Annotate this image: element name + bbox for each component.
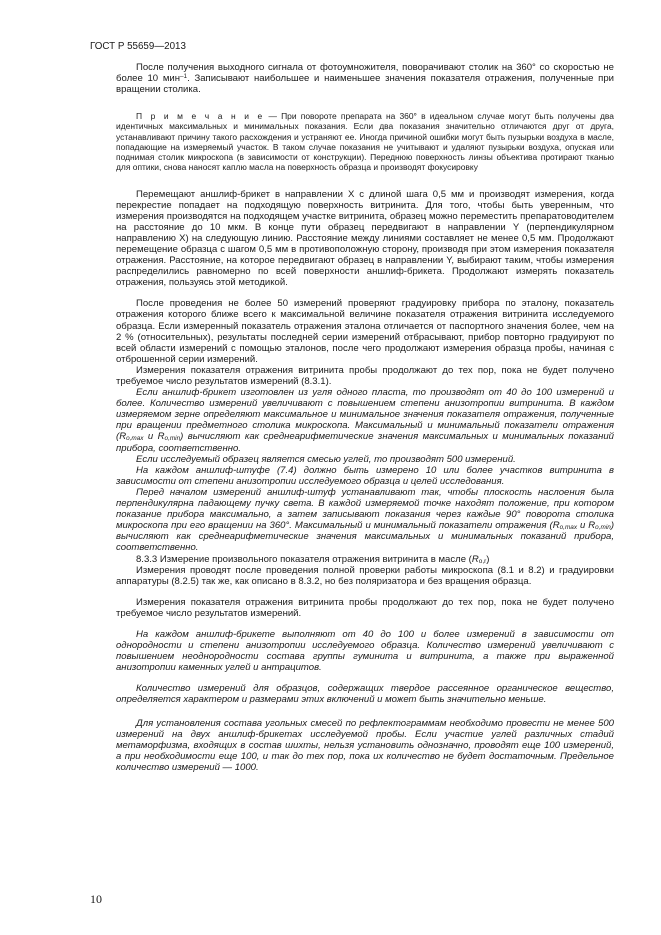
- paragraph-random-reflectance-procedure: Измерения проводят после проведения полной проверки работы микроскопа (8.1 и 8.2) и градуировки аппаратуры (8.2.5) так же, как описано в 8.3.2, но без поляризатора и без вращения образца.: [116, 564, 614, 587]
- section-heading-8-3-3: 8.3.3 Измерение произвольного показателя отражения витринита в масле $(R_{o,r})$: [136, 553, 490, 565]
- paragraph-calibration-check: После проведения не более 50 измерений проверяют градуировку прибора по эталону, показатель отражения которого ближе всего к максимальной величине показателя отражения витринита исследуемого образца. Если измеренный показатель отражения эталона отличается от паспортного значения более, чем на 2 % (относительных), результаты последней серии измерений отбрасывают, прибор повторно градуируют по всей области измерений с помощью эталонов, после чего продолжают измерения образца пробы, начиная с отброшенной серии измерений.: [116, 298, 614, 365]
- paragraph-rotation-measurement: После получения выходного сигнала от фотоумножителя, поворачивают столик на 360° со скоростью не более 10 мин$^{-1}$. Записывают наибольшее и наименьшее значения показателя отражения, полученные при вращении столика.: [116, 62, 614, 96]
- paragraph-coal-blend: Если исследуемый образец является смесью углей, то производят 500 измерений.: [136, 453, 516, 465]
- note-text: — При повороте препарата на 360° в идеальном случае могут быть получены два идентичных максимальных и минимальных показания. Если два показания значительно отличаются друг от друга, устанавливают причину такого расхождения и устраняют ее. Иногда причиной ошибки могут быть пузырьки воздуха в масле, попадающие на измеряемый участок. В таком случае показания не учитывают и удаляют пузырьки воздуха, опуская или поднимая столик микроскопа (в зависимости от конструкции). Переднюю поверхность линзы объектива протирают тканью для оптики, снова наносят каплю масла на поверхность образца и производят фокусировку: [116, 111, 614, 173]
- exponent: –1: [180, 73, 188, 81]
- paragraph-coal-blend-composition: Для установления состава угольных смесей по рефлектограммам необходимо провести не менее 500 измерений на двух аншлиф-брикетах исследуемой пробы. Если участие углей различных стадий метаморфизма, входящих в состав шихты, нельзя установить однозначно, проводят еще 100 измерений, а при необходимости еще 100, и так до тех пор, пока их количество не будет достаточным. Предельное количество измерений — 1000.: [116, 717, 614, 773]
- paragraph-continue-random: Измерения показателя отражения витринита пробы продолжают до тех пор, пока не будет получено требуемое число результатов измерений.: [116, 596, 614, 619]
- paragraph-dispersed-organic-matter: Количество измерений для образцов, содержащих твердое рассеянное органическое вещество, определяется характером и размерами этих включений и может быть значительно меньше.: [116, 683, 614, 706]
- paragraph-lump-orientation: Перед началом измерений аншлиф-штуф устанавливают так, чтобы плоскость наслоения была перпендикулярна падающему пучку света. В каждой измеряемой точке находят положение, при котором показание прибора максимально, а затем записывают показания через каждые 90° поворота столика микроскопа при его вращении на 360°. Максимальный и минимальный показатели отражения ($R_{o,max}$ и $R_{o,min}$) вычисляют как среднеарифметические значения максимальных и минимальных показаний прибора, соответственно.: [116, 486, 614, 554]
- paragraph-briquette-count: На каждом аншлиф-брикете выполняют от 40 до 100 и более измерений в зависимости от однородности и степени анизотропии исследуемого образца. Количество измерений увеличивают с повышением неоднородности состава группы гуминита и витринита, а также при выраженной анизотропии каменных углей и антрацитов.: [116, 628, 614, 674]
- paragraph-single-seam-briquette: Если аншлиф-брикет изготовлен из угля одного пласта, то производят от 40 до 100 измерений и более. Количество измерений увеличивают с повышением степени анизотропии витринита. В каждом измеряемом зерне определяют максимальное и минимальное значения показателя отражения, полученные при вращении предметного столика микроскопа. Максимальный и минимальный показатели отражения ($R_{o,max}$ и $R_{o,min}$) вычисляют как среднеарифметические значения максимальных и минимальных показаний прибора, соответственно.: [116, 387, 614, 454]
- paragraph-continue-measurements: Измерения показателя отражения витринита пробы продолжают до тех пор, пока не будет получено требуемое число результатов измерений (8.3.1).: [116, 364, 614, 387]
- document-header: ГОСТ Р 55659—2013: [90, 41, 186, 52]
- paragraph-move-specimen: Перемещают аншлиф-брикет в направлении X с длиной шага 0,5 мм и производят измерения, когда перекрестие попадает на подходящую поверхность витринита. Для того, чтобы быть уверенным, что измерения производятся на подходящем участке витринита, образец можно переместить препаратоводителем на расстояние до 10 мкм. В конце пути образец передвигают в направлении Y (перпендикулярном направлению X) на следующую линию. Расстояние между линиями составляет не менее 0,5 мм. Продолжают перемещение образца с шагом 0,5 мм в противоположную сторону, производя при этом измерения показателя отражения. Расстояние, на которое передвигают образец в направлении Y, выбирают таким, чтобы измерения распределились равномерно по всей поверхности аншлиф-брикета. Продолжают измерять показатель отражения, пользуясь этой методикой.: [116, 188, 614, 289]
- page-body: [116, 62, 614, 773]
- note-label: П р и м е ч а н и е: [136, 111, 265, 122]
- note-block: [116, 111, 614, 172]
- paragraph-lump-specimen: На каждом аншлиф-штуфе (7.4) должно быть измерено 10 или более участков витринита в зависимости от степени анизотропии исследуемого образца и целей исследования.: [116, 464, 614, 487]
- page-number: 10: [90, 892, 102, 906]
